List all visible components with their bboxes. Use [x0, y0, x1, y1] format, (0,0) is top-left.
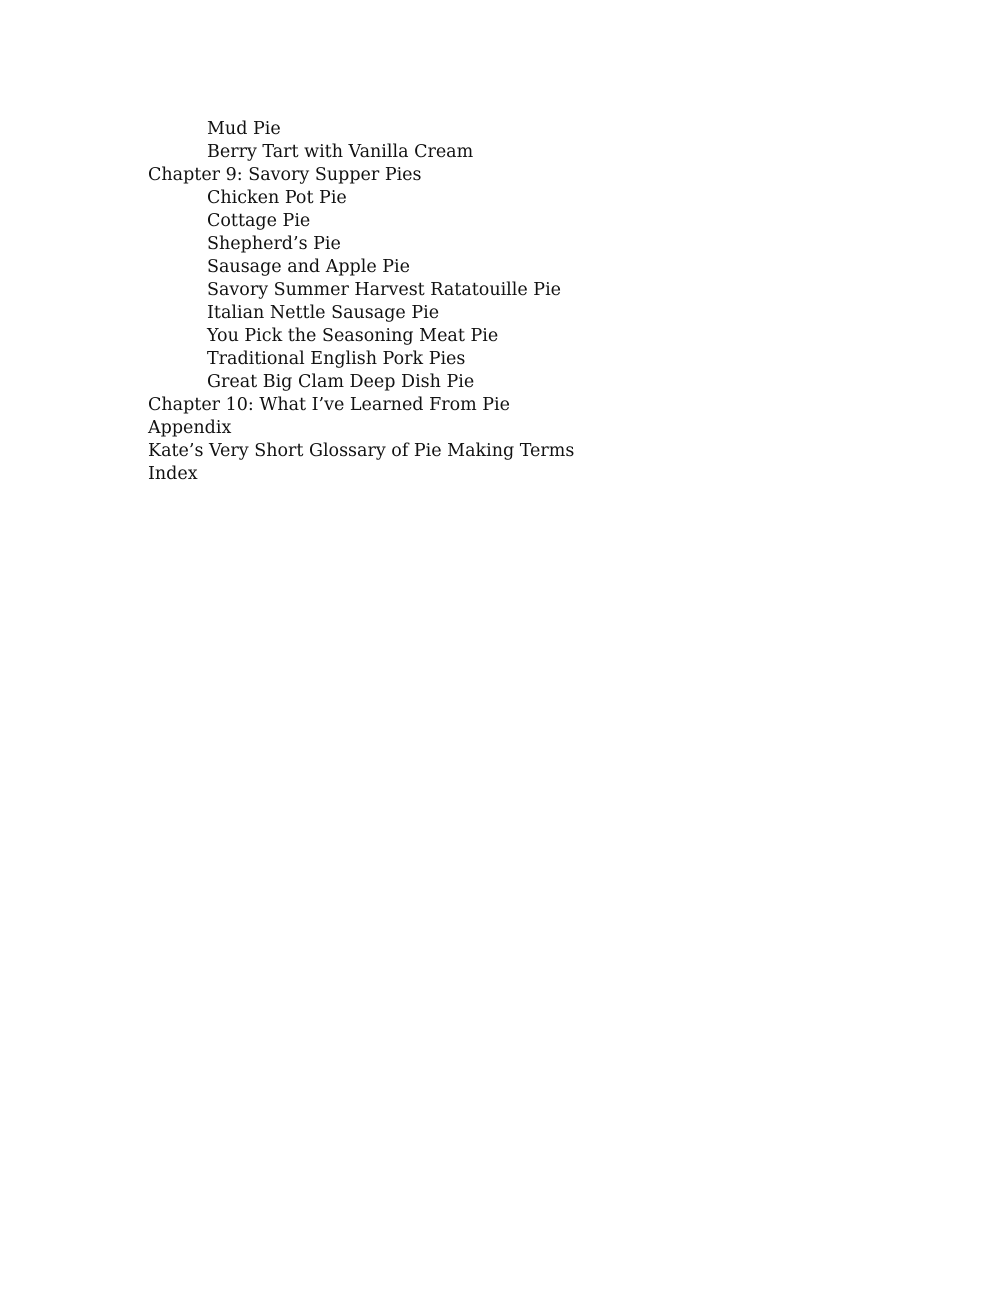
toc-chapter-heading: Chapter 9: Savory Supper Pies — [148, 165, 422, 185]
toc-entry: Great Big Clam Deep Dish Pie — [207, 372, 475, 392]
toc-entry: Mud Pie — [207, 119, 281, 139]
toc-entry: Savory Summer Harvest Ratatouille Pie — [207, 280, 562, 300]
toc-entry: You Pick the Seasoning Meat Pie — [207, 326, 499, 346]
toc-section-heading: Appendix — [148, 418, 232, 438]
toc-entry: Italian Nettle Sausage Pie — [207, 303, 440, 323]
toc-entry: Shepherd’s Pie — [207, 234, 341, 254]
toc-chapter-heading: Chapter 10: What I’ve Learned From Pie — [148, 395, 511, 415]
toc-entry: Chicken Pot Pie — [207, 188, 347, 208]
toc-entry: Traditional English Pork Pies — [207, 349, 466, 369]
toc-entry: Sausage and Apple Pie — [207, 257, 410, 277]
toc-section-heading: Index — [148, 464, 198, 484]
toc-section-heading: Kate’s Very Short Glossary of Pie Making Terms — [148, 441, 575, 461]
toc-entry: Berry Tart with Vanilla Cream — [207, 142, 474, 162]
table-of-contents — [148, 118, 574, 486]
toc-entry: Cottage Pie — [207, 211, 311, 231]
